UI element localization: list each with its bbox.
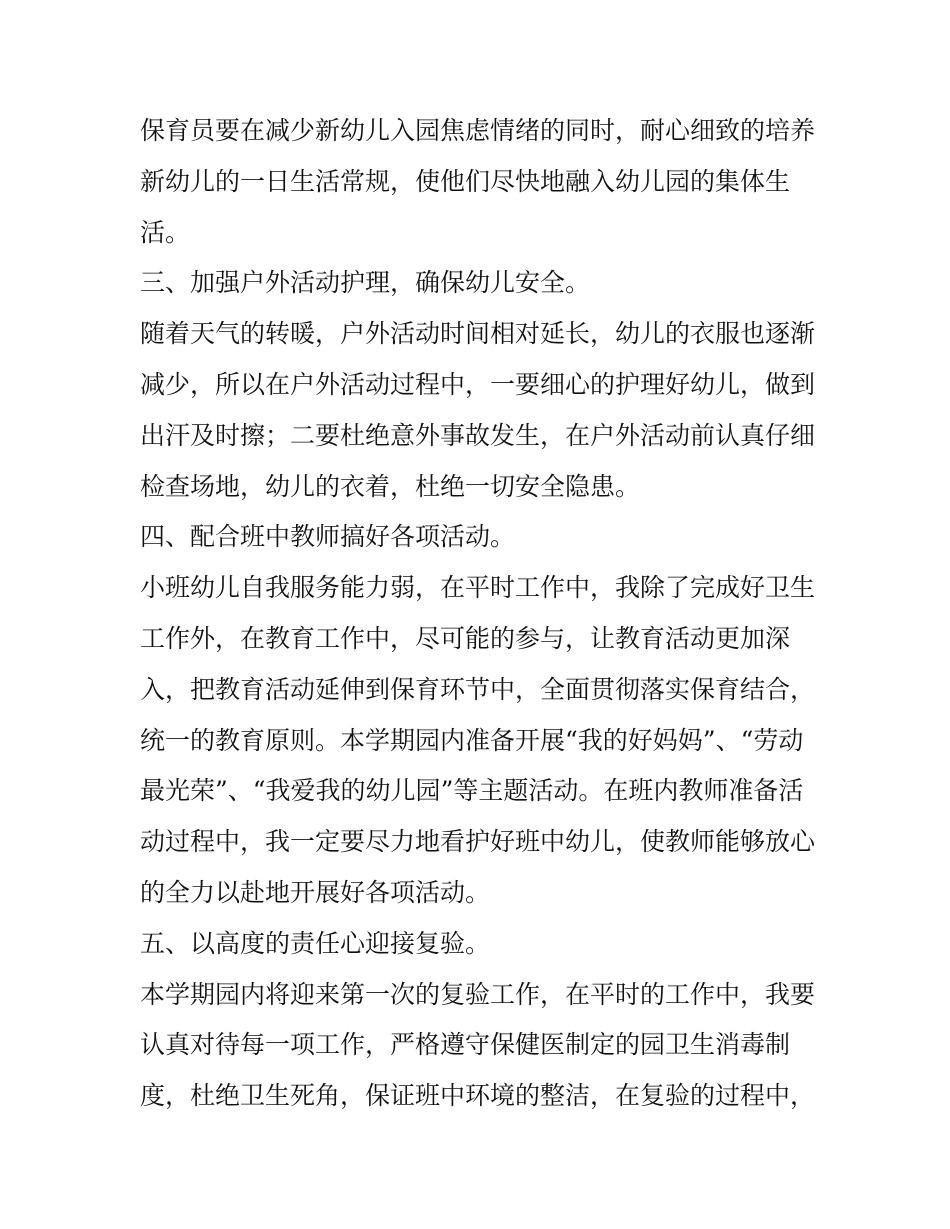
paragraph-line-10: 小班幼儿自我服务能力弱，在平时工作中，我除了完成好卫生 — [140, 573, 816, 603]
paragraph-line-18: 本学期园内将迎来第一次的复验工作，在平时的工作中，我要 — [140, 979, 816, 1009]
paragraph-line-6: 减少，所以在户外活动过程中，一要细心的护理好幼儿，做到 — [140, 369, 816, 399]
paragraph-line-12: 入，把教育活动延伸到保育环节中，全面贯彻落实保育结合， — [140, 674, 816, 704]
paragraph-line-1: 保育员要在减少新幼儿入园焦虑情绪的同时，耐心细致的培养 — [140, 116, 816, 145]
paragraph-line-19: 认真对待每一项工作，严格遵守保健医制定的园卫生消毒制 — [140, 1030, 791, 1060]
paragraph-line-8: 检查场地，幼儿的衣着，杜绝一切安全隐患。 — [140, 471, 641, 501]
paragraph-line-3: 活。 — [140, 217, 191, 247]
section-heading-5: 五、以高度的责任心迎接复验。 — [140, 928, 491, 958]
paragraph-line-14: 最光荣”、“我爱我的幼儿园”等主题活动。在班内教师准备活 — [140, 776, 804, 806]
document-body — [140, 106, 815, 1122]
section-heading-4: 四、配合班中教师搞好各项活动。 — [140, 522, 516, 552]
paragraph-line-2: 新幼儿的一日生活常规，使他们尽快地融入幼儿园的集体生 — [140, 166, 791, 196]
paragraph-line-15: 动过程中，我一定要尽力地看护好班中幼儿，使教师能够放心 — [140, 827, 816, 857]
paragraph-line-16: 的全力以赴地开展好各项活动。 — [140, 877, 491, 907]
paragraph-line-13: 统一的教育原则。本学期园内准备开展“我的好妈妈”、“劳动 — [140, 725, 804, 755]
paragraph-line-11: 工作外，在教育工作中，尽可能的参与，让教育活动更加深 — [140, 623, 791, 653]
paragraph-line-7: 出汗及时擦；二要杜绝意外事故发生，在户外活动前认真仔细 — [140, 420, 816, 450]
paragraph-line-20: 度，杜绝卫生死角，保证班中环境的整洁，在复验的过程中， — [140, 1081, 816, 1111]
section-heading-3: 三、加强户外活动护理，确保幼儿安全。 — [140, 268, 591, 298]
paragraph-line-5: 随着天气的转暖，户外活动时间相对延长，幼儿的衣服也逐渐 — [140, 319, 816, 349]
